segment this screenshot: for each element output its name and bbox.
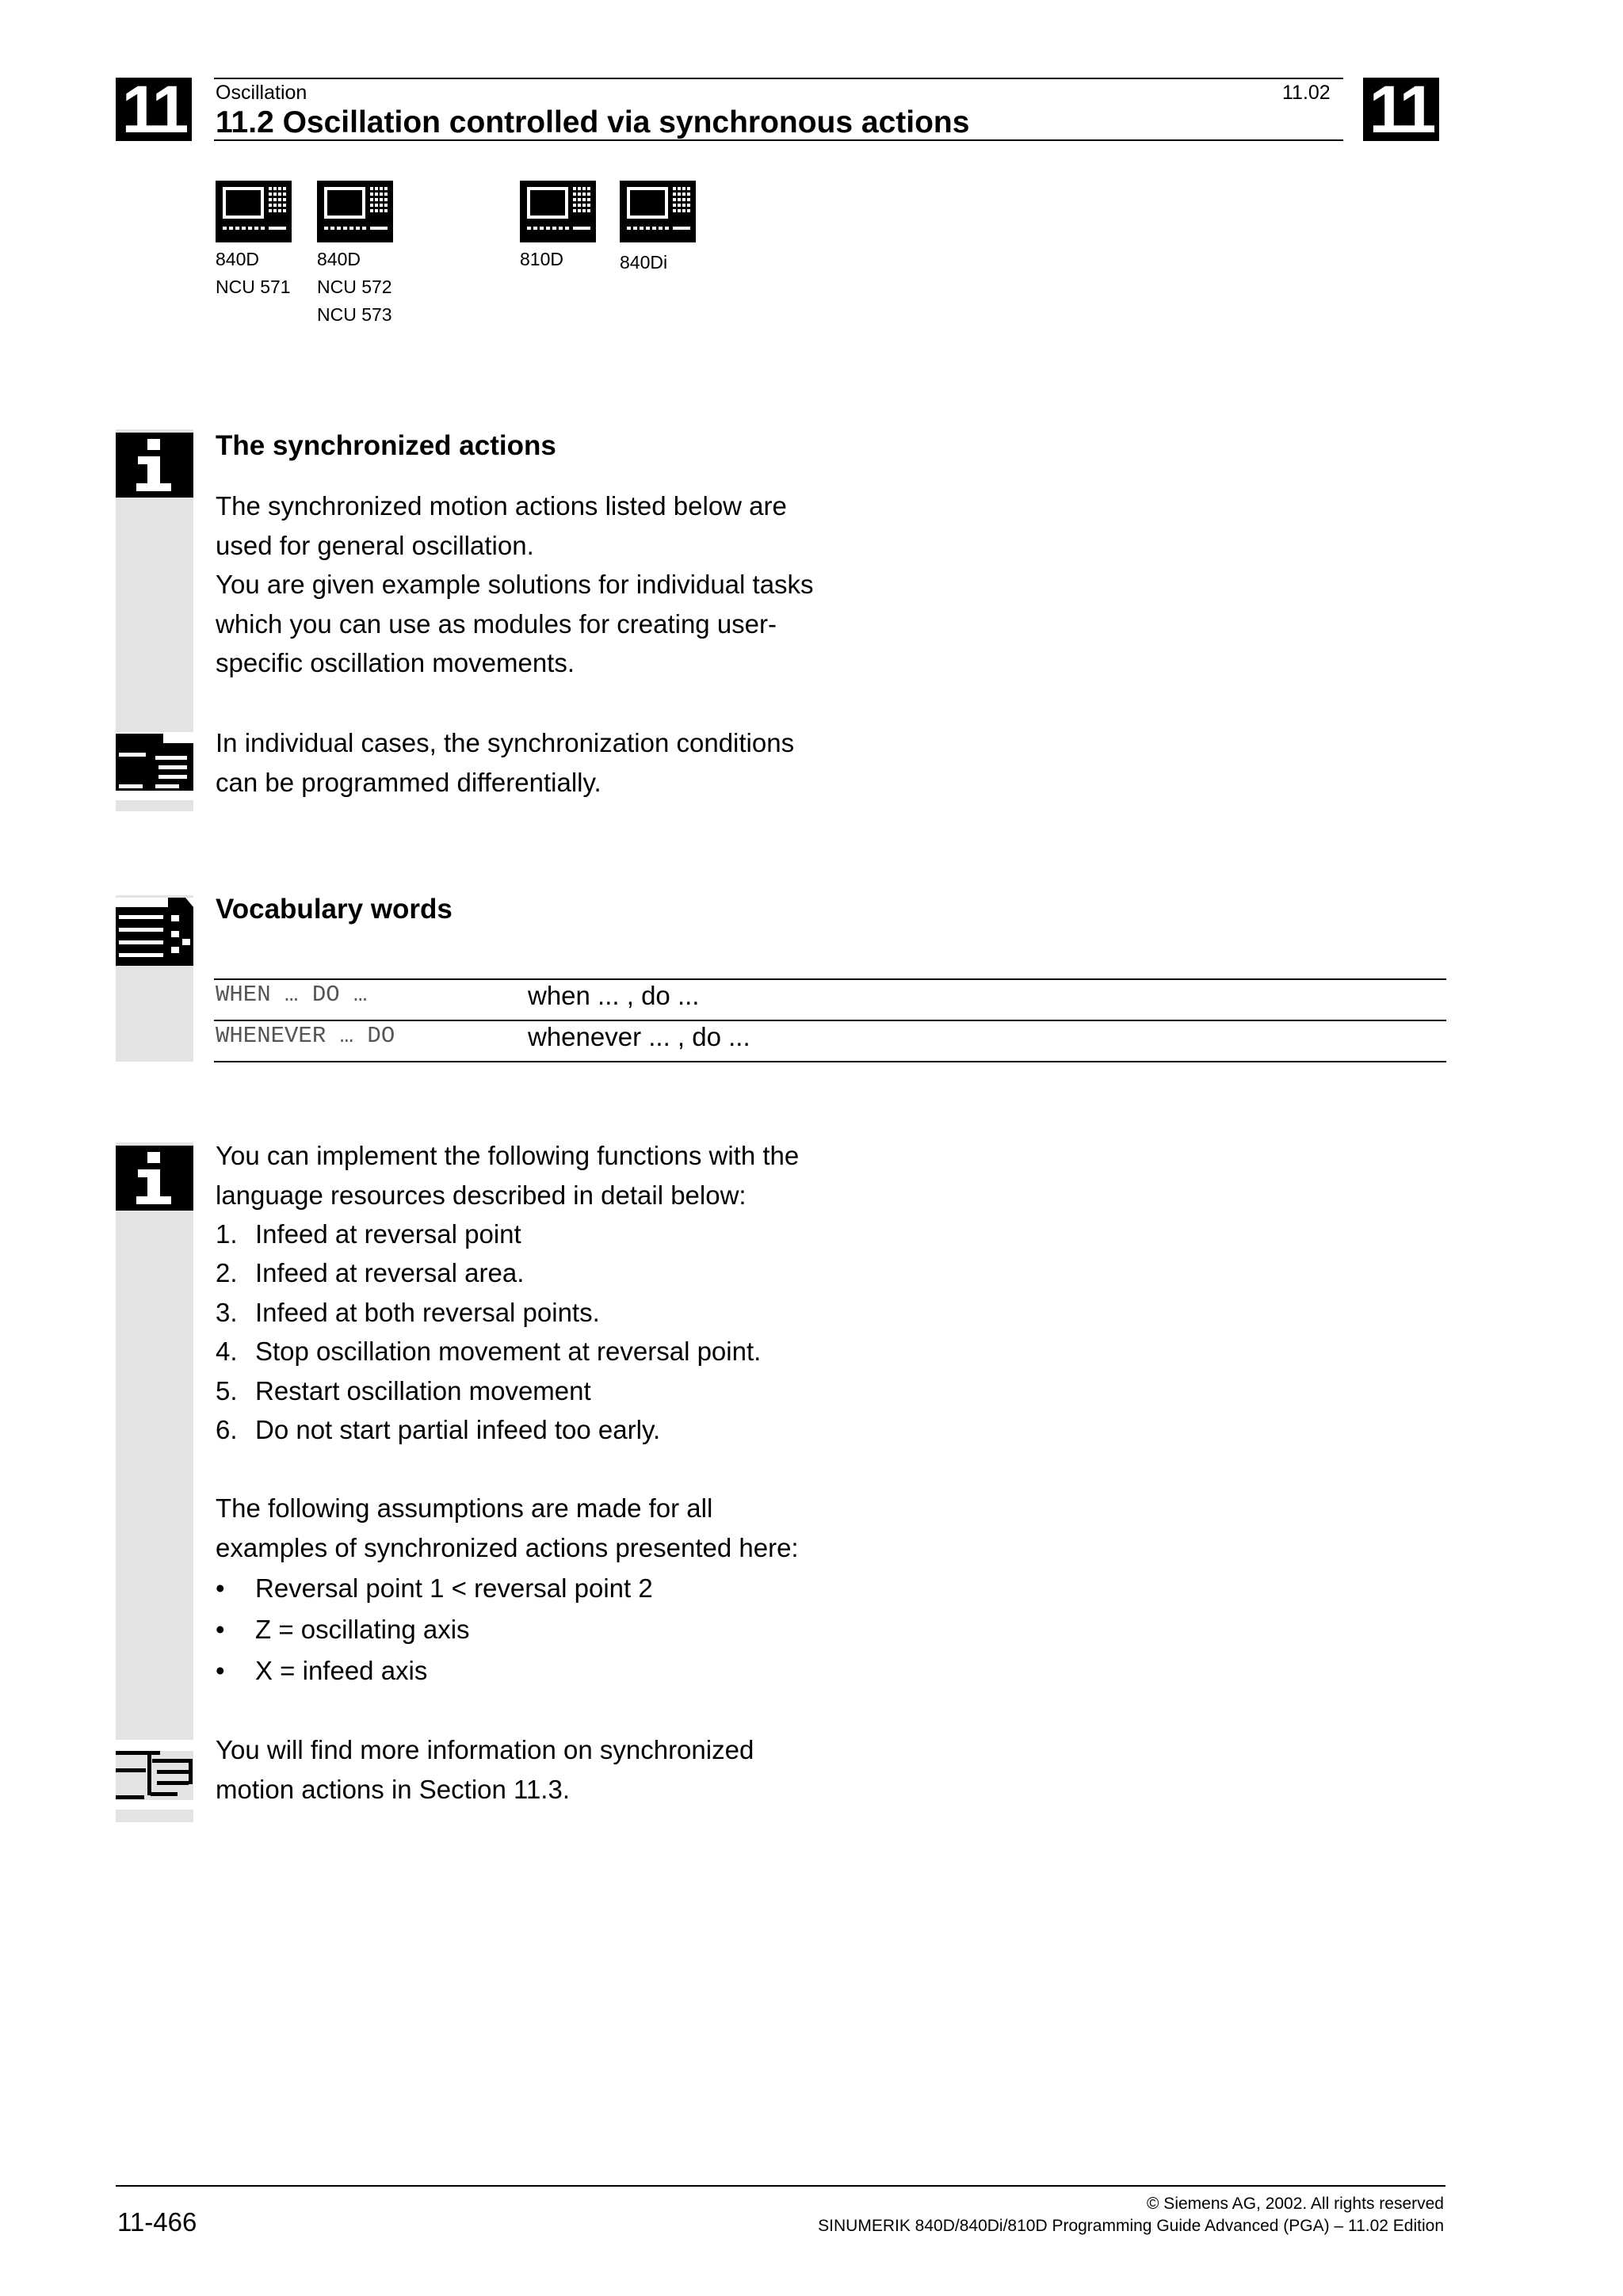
list-item: 3. Infeed at both reversal points.: [216, 1298, 600, 1327]
assumptions-intro: The following assumptions are made for all examples of synchronized actions presented here:: [216, 1493, 799, 1562]
sync-actions-note: In individual cases, the synchronization conditions can be programmed differentially.: [216, 728, 795, 797]
chapter-badge-right: 11: [1363, 78, 1439, 141]
controller-panel-icon: [520, 181, 596, 242]
controller-panel-icon: [620, 181, 696, 242]
footer-rule: [116, 2185, 1445, 2187]
bullet-item: • Reversal point 1 < reversal point 2: [216, 1569, 653, 1608]
vocab-table-rule: [214, 1061, 1446, 1062]
bullet-item: • X = infeed axis: [216, 1651, 427, 1691]
vocab-code-cell: WHENEVER … DO: [216, 1023, 395, 1049]
hand-pointer-icon: [116, 1740, 193, 1810]
header-top-rule: [214, 78, 1343, 79]
bullet-icon: •: [216, 1573, 225, 1603]
list-item: 1. Infeed at reversal point: [216, 1219, 521, 1249]
functions-intro: You can implement the following functions with the language resources described in detail below:: [216, 1141, 800, 1210]
edition-label: 11.02: [1282, 82, 1331, 104]
margin-bar: [116, 1142, 193, 1822]
bullet-item: • Z = oscillating axis: [216, 1610, 470, 1650]
document-title: SINUMERIK 840D/840Di/810D Programming Guide Advanced (PGA) – 11.02 Edition: [818, 2217, 1444, 2235]
more-info-note: You will find more information on synchronized motion actions in Section 11.3.: [216, 1735, 754, 1804]
bullet-icon: •: [216, 1615, 225, 1644]
page-title: 11.2 Oscillation controlled via synchronous actions: [216, 105, 970, 139]
bullet-icon: •: [216, 1656, 225, 1685]
controller-label: 840D NCU 572 NCU 573: [317, 249, 392, 325]
vocab-code-cell: WHEN … DO …: [216, 982, 368, 1008]
vocab-meaning-cell: whenever ... , do ...: [528, 1022, 750, 1051]
controller-panel-icon: [216, 181, 292, 242]
info-icon: [116, 433, 193, 498]
header-bottom-rule: [214, 139, 1343, 141]
vocab-table-rule: [214, 1020, 1446, 1021]
list-item: 2. Infeed at reversal area.: [216, 1258, 525, 1287]
info-icon: [116, 1146, 193, 1211]
hand-pointer-icon: [116, 732, 193, 800]
section-heading: The synchronized actions: [216, 430, 556, 461]
vocab-meaning-cell: when ... , do ...: [528, 981, 700, 1010]
copyright-notice: © Siemens AG, 2002. All rights reserved: [1147, 2195, 1444, 2213]
controller-panel-icon: [317, 181, 393, 242]
section-kicker: Oscillation: [216, 82, 307, 104]
controller-label: 840D NCU 571: [216, 249, 291, 297]
sync-actions-paragraph: The synchronized motion actions listed below are used for general oscillation. You are given example solutions for individual tasks which you can use as modules for creating user- specific oscillation movements.: [216, 491, 814, 677]
section-heading: Vocabulary words: [216, 894, 453, 925]
controller-label: 810D: [520, 249, 563, 269]
list-item: 6. Do not start partial infeed too early.: [216, 1415, 661, 1444]
chapter-badge-left: 11: [116, 78, 192, 141]
controller-label: 840Di: [620, 252, 668, 273]
list-document-icon: [116, 898, 193, 966]
list-item: 4. Stop oscillation movement at reversal point.: [216, 1337, 762, 1366]
vocab-table-rule: [214, 978, 1446, 980]
list-item: 5. Restart oscillation movement: [216, 1376, 591, 1405]
page-number: 11-466: [117, 2207, 197, 2237]
